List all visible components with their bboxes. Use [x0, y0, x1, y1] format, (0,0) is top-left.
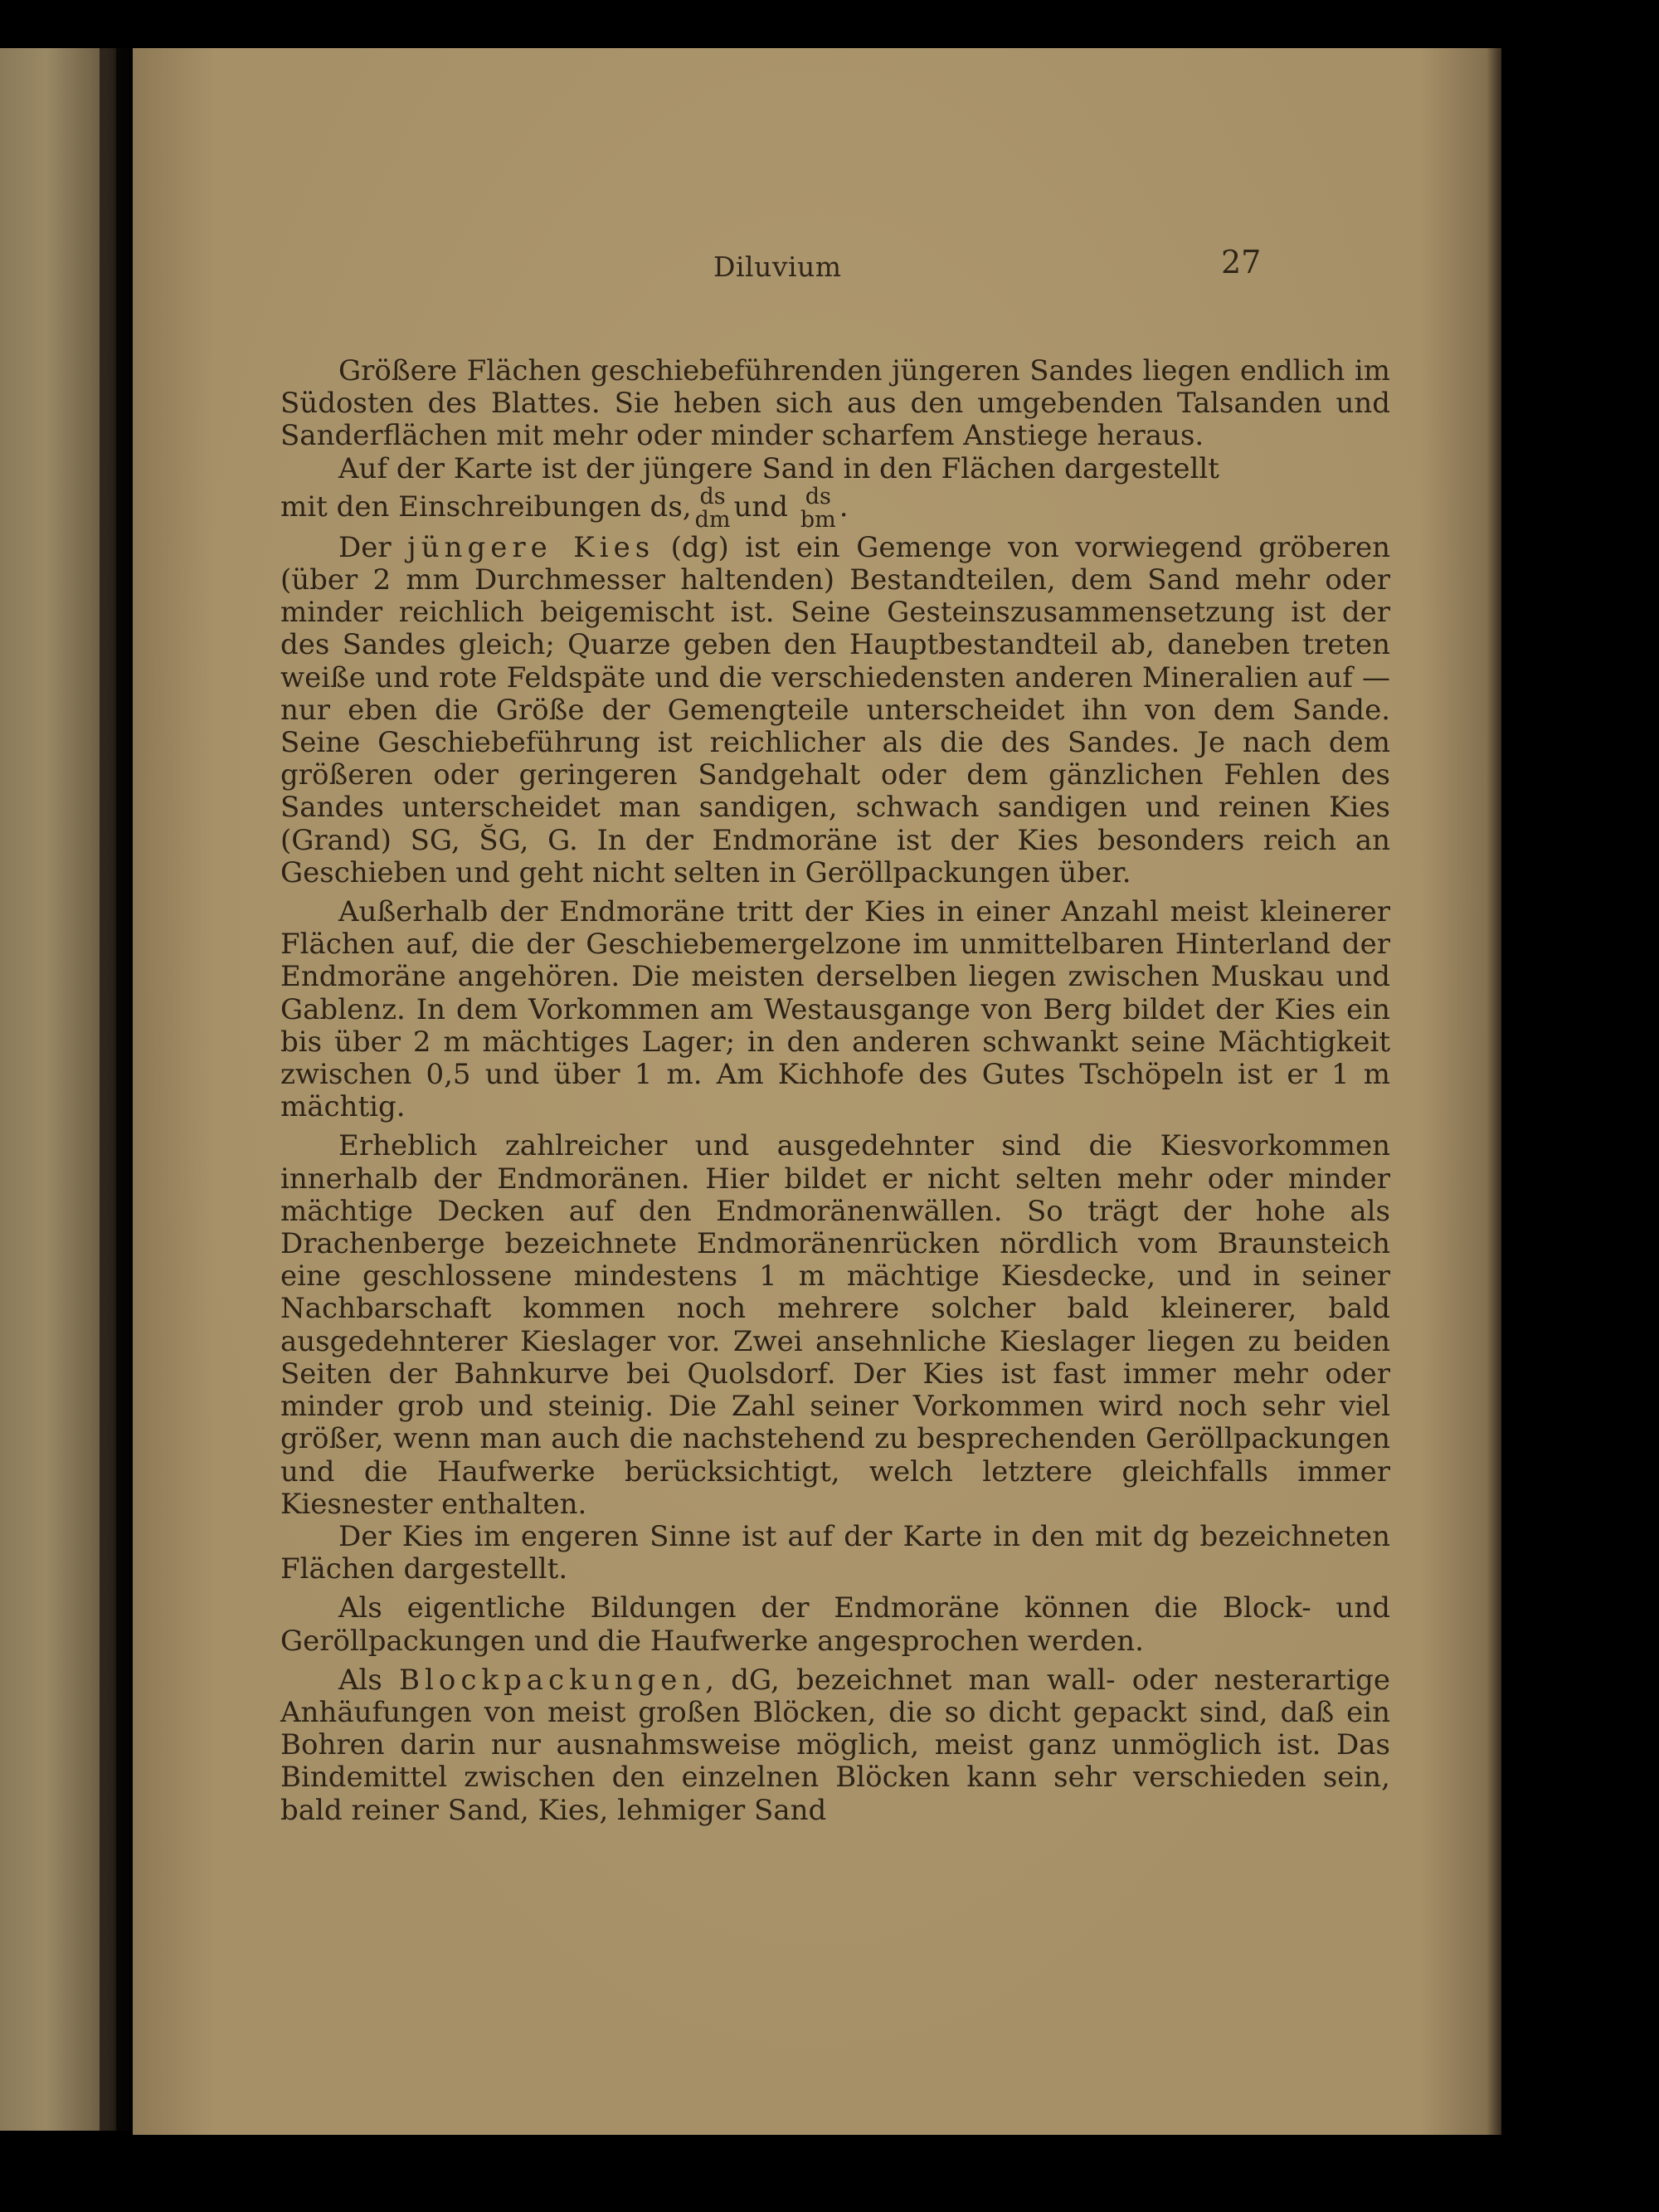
- formula-end: .: [839, 490, 849, 524]
- paragraph-2-intro: Auf der Karte ist der jüngere Sand in den Flächen dargestellt: [338, 451, 1219, 485]
- formula-prefix: mit den Einschreibungen ds,: [280, 490, 692, 524]
- paragraph-8-rest: , dG, bezeichnet man wall- oder nesterartige Anhäufungen von meist großen Blöcken, die so dicht gepackt sind, daß ein Bohren darin nur ausnahmsweise möglich, meist ganz unmöglich ist. Das Bindemittel zwischen den einzelnen Blöcken kann sehr verschieden sein, bald reiner Sand, Kies, lehmiger Sand: [280, 1663, 1390, 1827]
- previous-page-edge: [0, 48, 116, 2131]
- fraction-denominator: bm: [800, 506, 836, 533]
- paragraph-1: Größere Flächen geschiebeführenden jüngeren Sandes liegen endlich im Südosten des Blattes. Sie heben sich aus den umgebenden Talsanden und Sanderflächen mit mehr oder minder scharfem Anstiege heraus.: [280, 354, 1390, 453]
- book-page: [133, 48, 1501, 2135]
- paragraph-4: Außerhalb der Endmoräne tritt der Kies in einer Anzahl meist kleinerer Flächen auf, die der Geschiebemergelzone im unmittelbaren Hinterland der Endmoräne angehören. Die meisten derselben liegen zwischen Muskau und Gablenz. In dem Vorkommen am Westausgange von Berg bildet der Kies ein bis über 2 m mächtiges Lager; in den anderen schwankt seine Mächtigkeit zwischen 0,5 und über 1 m. Am Kichhofe des Gutes Tschöpeln ist er 1 m mächtig.: [280, 895, 1390, 1124]
- paragraph-5: Erheblich zahlreicher und ausgedehnter sind die Kiesvorkommen innerhalb der Endmoränen. Hier bildet er nicht selten mehr oder minder mächtige Decken auf den Endmoränenwällen. So trägt der hohe als Drachenberge bezeichnete Endmoränenrücken nördlich vom Braunsteich eine geschlossene mindestens 1 m mächtige Kiesdecke, und in seiner Nachbarschaft kommen noch mehrere solcher bald kleinerer, bald ausgedehnterer Kieslager vor. Zwei ansehnliche Kieslager liegen zu beiden Seiten der Bahnkurve bei Quolsdorf. Der Kies ist fast immer mehr oder minder grob und steinig. Die Zahl seiner Vorkommen wird noch sehr viel größer, wenn man auch die nachstehend zu besprechenden Geröllpackungen und die Haufwerke berücksichtigt, welch letztere gleichfalls immer Kiesnester enthalten.: [280, 1129, 1390, 1521]
- paragraph-2: [280, 453, 1390, 485]
- paragraph-2-formula-line: [280, 485, 1390, 532]
- paragraph-7: Als eigentliche Bildungen der Endmoräne können die Block- und Geröllpackungen und die Haufwerke angesprochen werden.: [280, 1591, 1390, 1658]
- paragraph-3-rest: (dg) ist ein Gemenge von vorwiegend gröberen (über 2 mm Durchmesser haltenden) Bestandteilen, dem Sand mehr oder minder reichlich beigemischt ist. Seine Gesteinszusammensetzung ist der des Sandes gleich; Quarze geben den Hauptbestandteil ab, daneben treten weiße und rote Feldspäte und die verschiedensten anderen Mineralien auf — nur eben die Größe der Gemengteile unterscheidet ihn von dem Sande. Seine Geschiebeführung ist reichlicher als die des Sandes. Je nach dem größeren oder geringeren Sandgehalt oder dem gänzlichen Fehlen des Sandes unterscheidet man sandigen, schwach sandigen und reinen Kies (Grand) SG, S̆G, G. In der Endmoräne ist der Kies besonders reich an Geschieben und geht nicht selten in Geröllpackungen über.: [280, 530, 1390, 889]
- fraction-denominator: dm: [694, 506, 731, 533]
- formula-and: und: [733, 490, 789, 524]
- term-blockpackungen: Blockpackungen: [399, 1663, 706, 1697]
- paragraph-6: Der Kies im engeren Sinne ist auf der Karte in den mit dg bezeichneten Flächen dargestellt.: [280, 1519, 1390, 1586]
- fraction-ds-dm: [695, 485, 731, 532]
- page-number: 27: [1221, 244, 1262, 280]
- paragraph-3-lead: Der: [338, 530, 392, 564]
- term-juengere-kies: jüngere Kies: [407, 530, 655, 564]
- paragraph-3: [280, 532, 1390, 889]
- running-head: Diluvium: [713, 251, 842, 283]
- page-header: [133, 244, 1501, 294]
- fraction-numerator: ds: [699, 483, 726, 509]
- paragraph-8-lead: Als: [338, 1663, 382, 1697]
- fraction-numerator: ds: [805, 483, 831, 509]
- body-text: [280, 355, 1390, 1827]
- fraction-ds-bm: [800, 485, 836, 532]
- paragraph-8: [280, 1664, 1390, 1827]
